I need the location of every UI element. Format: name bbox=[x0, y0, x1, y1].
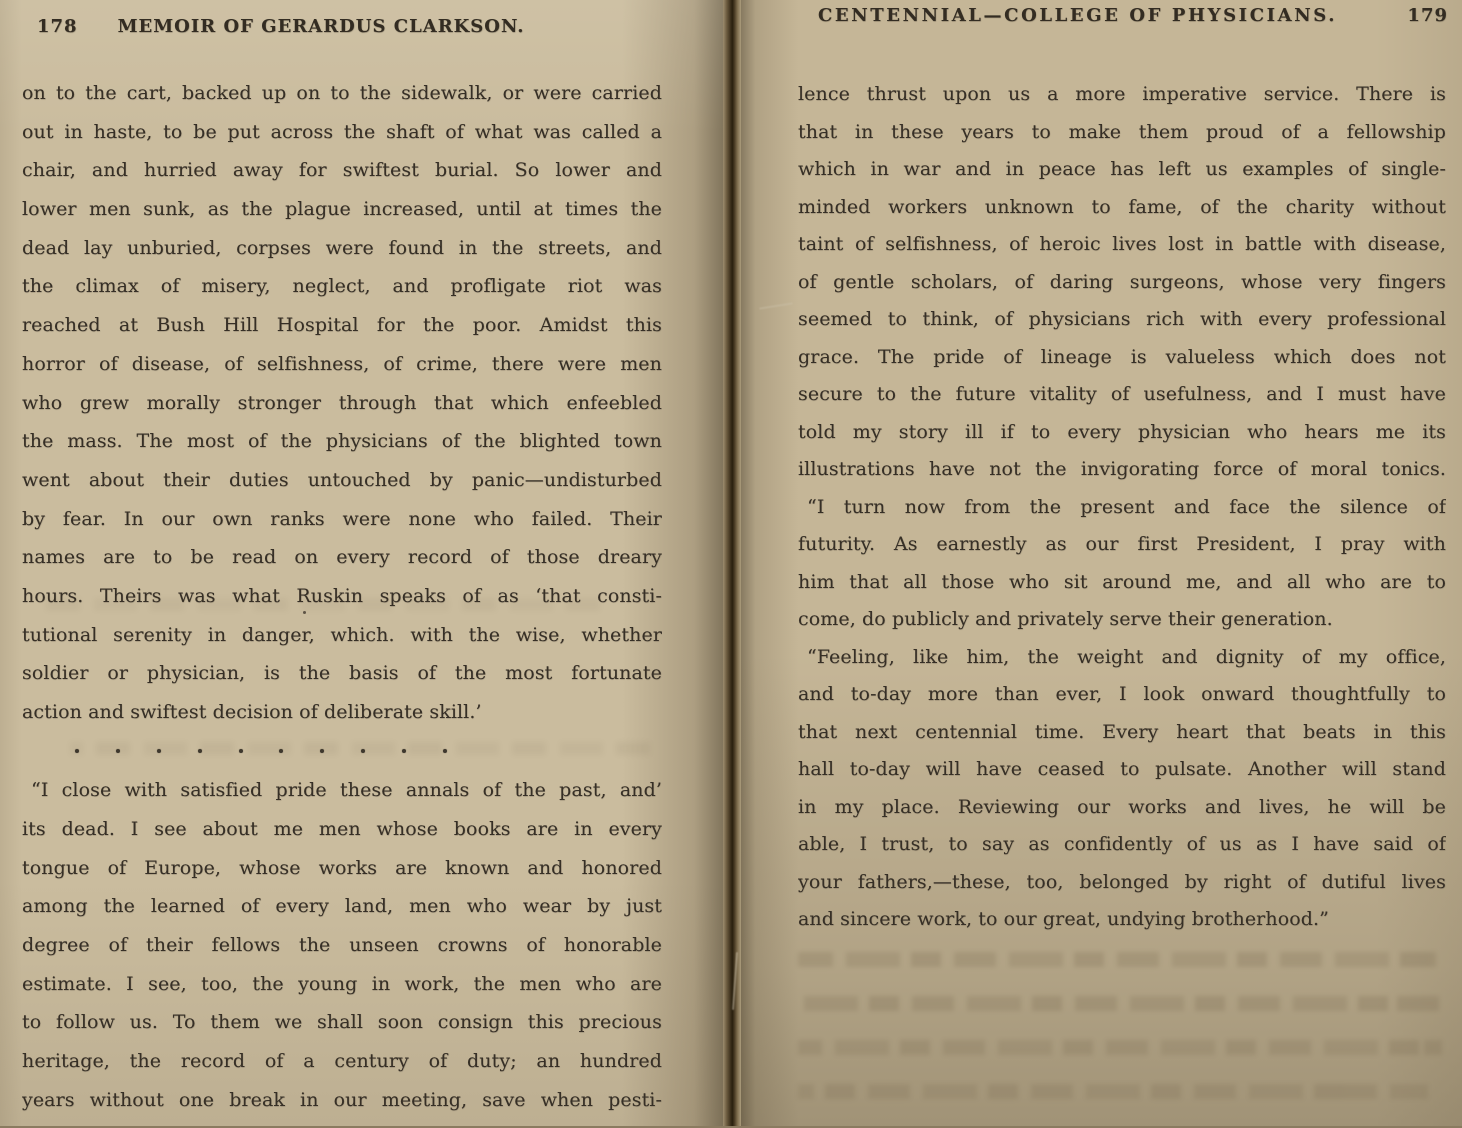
book-gutter bbox=[723, 0, 741, 1126]
text-line: “I close with satisfied pride these annals of the past, and’ bbox=[31, 779, 662, 802]
text-line: out in haste, to be put across the shaft of what was called a bbox=[22, 120, 662, 143]
text-line: able, I trust, to say as confidently of us as I have said of bbox=[798, 833, 1446, 855]
text-line: soldier or physician, is the basis of the most fortunate bbox=[22, 662, 662, 685]
text-line: the climax of misery, neglect, and profligate riot was bbox=[22, 275, 662, 298]
text-line: that next centennial time. Every heart that beats in this bbox=[798, 720, 1446, 743]
text-line: on to the cart, backed up on to the sidewalk, or were carried bbox=[22, 82, 662, 104]
text-line: chair, and hurried away for swiftest burial. So lower and bbox=[22, 159, 662, 182]
text-line: lower men sunk, as the plague increased, until at times the bbox=[22, 198, 662, 221]
text-line: among the learned of every land, men who wear by just bbox=[22, 895, 662, 918]
running-header-title-left: MEMOIR OF GERARDUS CLARKSON. bbox=[117, 16, 525, 37]
left-running-header bbox=[37, 16, 525, 37]
right-page-text bbox=[798, 76, 1446, 939]
text-line: “I turn now from the present and face the silence of bbox=[807, 495, 1446, 518]
text-line: and to-day more than ever, I look onward thoughtfully to bbox=[798, 683, 1446, 705]
text-line: of gentle scholars, of daring surgeons, whose very fingers bbox=[798, 270, 1446, 293]
bleed-through-text bbox=[40, 598, 600, 611]
text-line: dead lay unburied, corpses were found in the streets, and bbox=[22, 236, 662, 259]
text-line: taint of selfishness, of heroic lives lost in battle with disease, bbox=[798, 233, 1446, 255]
bleed-through-text bbox=[70, 742, 650, 755]
scratch-mark bbox=[732, 952, 738, 1010]
paragraph-continuation bbox=[798, 76, 1446, 489]
text-line: its dead. I see about me men whose books are in every bbox=[22, 817, 662, 840]
text-line: illustrations have not the invigorating force of moral tonics. bbox=[798, 458, 1446, 480]
text-line: lence thrust upon us a more imperative service. There is bbox=[798, 83, 1446, 105]
text-line: hall to-day will have ceased to pulsate. Another will stand bbox=[798, 758, 1446, 780]
bleed-through-line bbox=[798, 1040, 1442, 1055]
third-paragraph bbox=[798, 639, 1446, 939]
text-line: that in these years to make them proud of a fellowship bbox=[798, 120, 1446, 143]
text-line: horror of disease, of selfishness, of crime, there were men bbox=[22, 352, 662, 375]
right-running-header bbox=[818, 5, 1448, 26]
page-number-right: 179 bbox=[1407, 5, 1448, 26]
text-line: futurity. As earnestly as our first President, I pray with bbox=[798, 533, 1446, 555]
text-line: to follow us. To them we shall soon consign this precious bbox=[22, 1011, 662, 1034]
text-line: told my story ill if to every physician who hears me its bbox=[798, 420, 1446, 443]
text-line: your fathers,—these, too, belonged by right of dutiful lives bbox=[798, 870, 1446, 893]
text-line: tutional serenity in danger, which. with the wise, whether bbox=[22, 623, 662, 646]
second-paragraph bbox=[798, 489, 1446, 639]
text-line: heritage, the record of a century of duty; an hundred bbox=[22, 1050, 662, 1072]
text-line: action and swiftest decision of deliberate skill.’ bbox=[22, 701, 482, 723]
scratch-mark bbox=[759, 302, 793, 309]
print-speck bbox=[303, 611, 306, 614]
text-line: names are to be read on every record of those dreary bbox=[22, 546, 662, 569]
closing-paragraph bbox=[22, 771, 662, 1119]
text-line: hours. Theirs was what Ruskin speaks of as ‘that consti- bbox=[22, 584, 662, 607]
left-page bbox=[0, 0, 723, 1126]
paragraph-continuation bbox=[22, 74, 662, 732]
text-line: come, do publicly and privately serve their generation. bbox=[798, 608, 1333, 630]
text-line: degree of their fellows the unseen crowns of honorable bbox=[22, 933, 662, 956]
bleed-through-line bbox=[798, 1084, 1428, 1099]
text-line: “Feeling, like him, the weight and dignity of my office, bbox=[807, 645, 1446, 668]
text-line: who grew morally stronger through that which enfeebled bbox=[22, 391, 662, 414]
text-line: in my place. Reviewing our works and lives, he will be bbox=[798, 795, 1446, 818]
text-line: grace. The pride of lineage is valueless which does not bbox=[798, 345, 1446, 368]
text-line: tongue of Europe, whose works are known and honored bbox=[22, 856, 662, 879]
text-line: and sincere work, to our great, undying brotherhood.” bbox=[798, 908, 1330, 930]
text-line: which in war and in peace has left us examples of single- bbox=[798, 158, 1446, 180]
text-line: him that all those who sit around me, and all who are to bbox=[798, 570, 1446, 593]
bleed-through-line bbox=[798, 952, 1436, 967]
text-line: by fear. In our own ranks were none who failed. Their bbox=[22, 507, 662, 530]
bleed-through-text bbox=[798, 952, 1448, 1128]
page-number-left: 178 bbox=[37, 16, 78, 37]
text-line: went about their duties untouched by panic—undisturbed bbox=[22, 468, 662, 491]
bleed-through-line bbox=[798, 996, 1446, 1011]
running-header-title-right: CENTENNIAL—COLLEGE OF PHYSICIANS. bbox=[818, 5, 1338, 26]
text-line: secure to the future vitality of usefulness, and I must have bbox=[798, 383, 1446, 405]
right-page bbox=[741, 0, 1462, 1126]
text-line: the mass. The most of the physicians of the blighted town bbox=[22, 430, 662, 453]
text-line: seemed to think, of physicians rich with every professional bbox=[798, 308, 1446, 330]
text-line: estimate. I see, too, the young in work, the men who are bbox=[22, 972, 662, 995]
text-line: reached at Bush Hill Hospital for the poor. Amidst this bbox=[22, 314, 662, 337]
left-page-text bbox=[22, 74, 662, 1119]
text-line: minded workers unknown to fame, of the charity without bbox=[798, 195, 1446, 218]
text-line: years without one break in our meeting, save when pesti- bbox=[22, 1088, 662, 1111]
